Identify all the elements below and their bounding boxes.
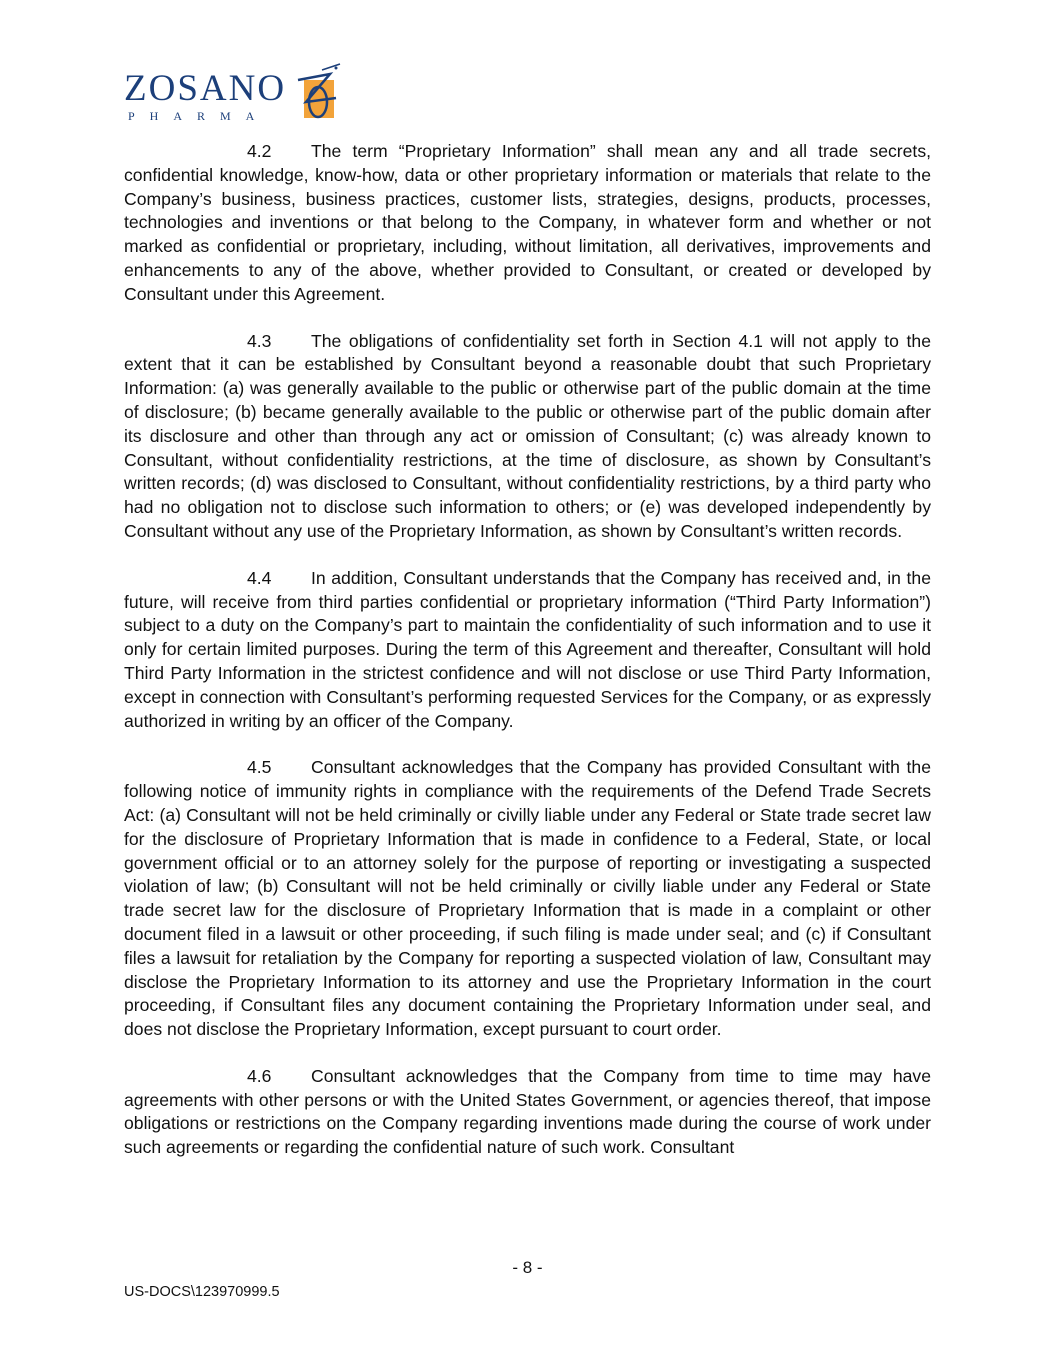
document-id: US-DOCS\123970999.5: [124, 1284, 280, 1300]
section-number: 4.5: [247, 757, 272, 778]
section-number: 4.2: [247, 141, 272, 161]
logo-name: ZOSANO: [124, 68, 287, 109]
company-logo: [124, 62, 344, 124]
section-number: 4.3: [247, 330, 272, 351]
section-4-3: [124, 330, 931, 544]
section-text: In addition, Consultant understands that the Company has received and, in the future, will receive from third parties confidential or proprietary information (“Third Party Information”) subject to a duty on the Company’s part to maintain the confidentiality of such information and to use it only for certain limited purposes. During the term of this Agreement and thereafter, Consultant will hold Third Party Information in the strictest confidence and will not disclose or use Third Party Information, except in connection with Consultant’s performing requested Services for the Company, or as expressly authorized in writing by an officer of the Company.: [124, 567, 931, 731]
logo-subtitle: PHARMA: [128, 109, 270, 123]
section-text: Consultant acknowledges that the Company has provided Consultant with the following notice of immunity rights in compliance with the requirements of the Defend Trade Secrets Act: (a) Consultant will not be held criminally or civilly liable under any Federal or State trade secret law for the disclosure of Proprietary Information that is made in confidence to a Federal, State, or local government official or to an attorney solely for the purpose of reporting or investigating a suspected violation of law; (b) Consultant will not be held criminally or civilly liable under any Federal or State trade secret law for the disclosure of Proprietary Information that is made in a complaint or other document filed in a lawsuit or other proceeding, if such filing is made under seal; and (c) if Consultant files a lawsuit for retaliation by the Company for reporting a suspected violation of law, Consultant may disclose the Proprietary Information to its attorney and use the Proprietary Information in the court proceeding, if Consultant files any document containing the Proprietary Information under seal, and does not disclose the Proprietary Information, except pursuant to court order.: [124, 757, 931, 1040]
document-body: [124, 140, 931, 1183]
section-text: Consultant acknowledges that the Company from time to time may have agreements with other persons or with the United States Government, or agencies thereof, that impose obligations or restrictions on the Company regarding inventions made during the course of work under such agreements or regarding the confidential nature of such work. Consultant: [124, 1065, 931, 1158]
section-number: 4.6: [247, 1065, 272, 1086]
section-4-6: [124, 1065, 931, 1160]
section-4-5: [124, 756, 931, 1042]
section-4-2: [124, 140, 931, 307]
section-4-4: [124, 567, 931, 734]
logo-mark-icon: [292, 62, 342, 122]
section-text: The term “Proprietary Information” shall mean any and all trade secrets, confidential knowledge, know-how, data or other proprietary information or materials that relate to the Company’s business, business practices, customer lists, strategies, designs, products, processes, technologies and inventions or that belong to the Company, in whatever form and whether or not marked as confidential or proprietary, including, without limitation, all derivatives, improvements and enhancements to any of the above, whether provided to Consultant, or created or developed by Consultant under this Agreement.: [124, 141, 931, 304]
page-number: - 8 -: [512, 1258, 543, 1277]
section-text: The obligations of confidentiality set forth in Section 4.1 will not apply to the extent that it can be established by Consultant beyond a reasonable doubt that such Proprietary Information: (a) was generally available to the public or otherwise part of the public domain at the time of disclosure; (b) became generally available to the public or otherwise part of the public domain after its disclosure and other than through any act or omission of Consultant; (c) was already known to Consultant, without confidentiality restrictions, at the time of disclosure, as shown by Consultant’s written records; (d) was disclosed to Consultant, without confidentiality restrictions, by a third party who had no obligation not to disclose such information to others; or (e) was developed independently by Consultant without any use of the Proprietary Information, as shown by Consultant’s written records.: [124, 330, 931, 541]
section-number: 4.4: [247, 567, 272, 588]
